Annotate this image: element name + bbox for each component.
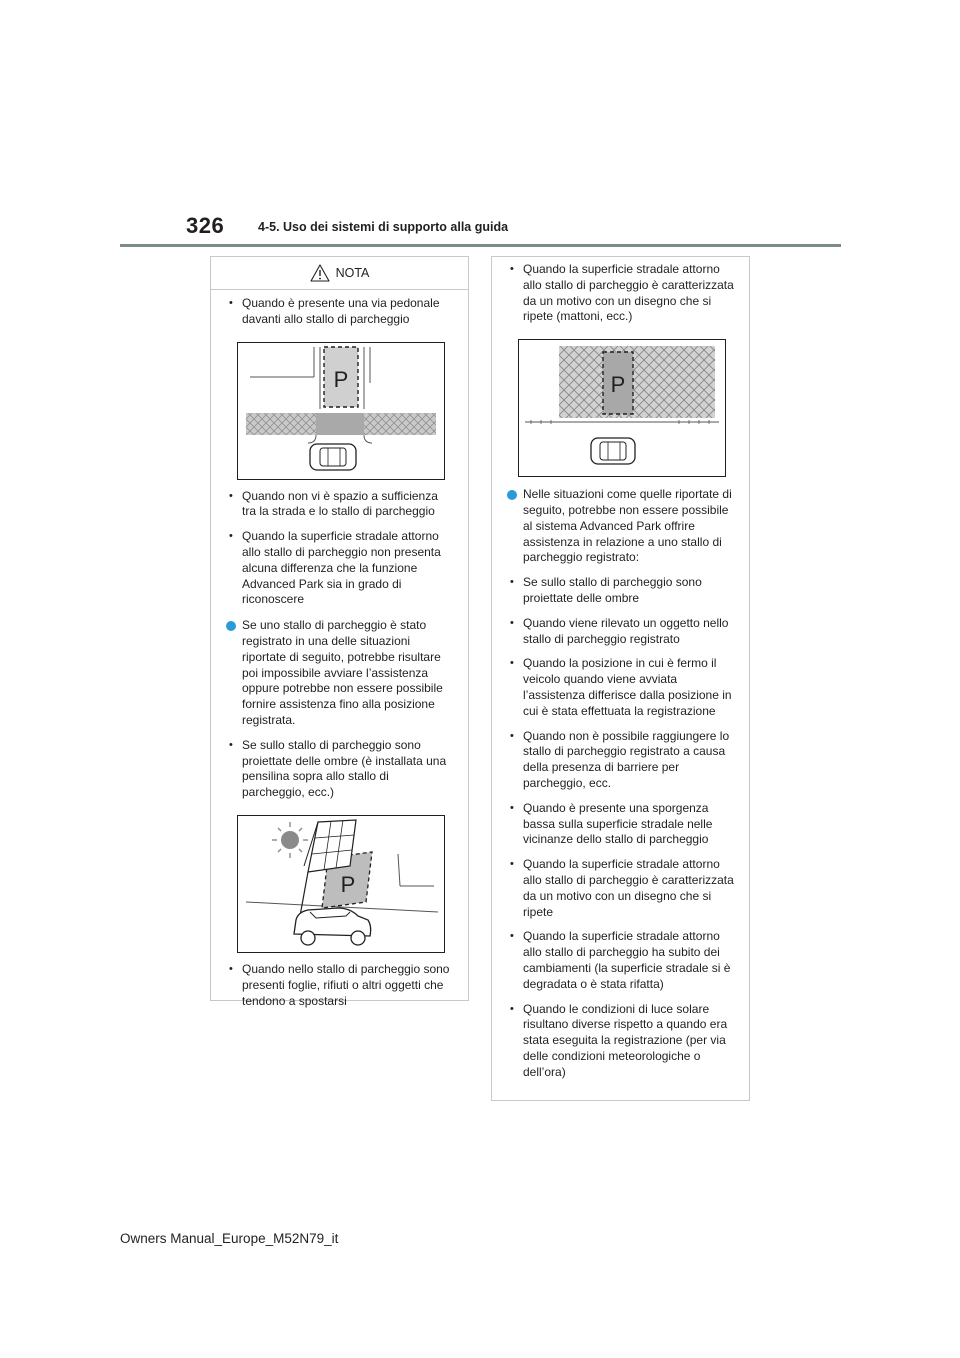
list-item: • Quando la superficie stradale attorno allo stallo di parcheggio ha subito dei cambiamenti (la superficie stradale si è degradata o è stata rifatta) [506, 929, 735, 992]
svg-text:P: P [610, 372, 626, 398]
list-item-text: Se uno stallo di parcheggio è stato registrato in una delle situazioni riportate di seguito, potrebbe risultare poi impossibile avviare l’assistenza oppure potrebbe non essere possibile fornire assistenza fino alla posizione registrata. [242, 618, 443, 727]
car-icon [310, 444, 356, 470]
footer-text: Owners Manual_Europe_M52N79_it [120, 1231, 339, 1246]
svg-text:P: P [340, 871, 356, 897]
header-rule [120, 244, 841, 247]
list-item: • Quando viene rilevato un oggetto nello stallo di parcheggio registrato [506, 616, 735, 648]
list-item: • Quando nello stallo di parcheggio sono presenti foglie, rifiuti o altri oggetti che tendono a spostarsi [225, 962, 454, 1009]
list-item: • Quando le condizioni di luce solare risultano diverse rispetto a quando era stata eseguita la registrazione (per via delle condizioni meteorologiche o dell’ora) [506, 1002, 735, 1081]
list-item-text: Nelle situazioni come quelle riportate di seguito, potrebbe non essere possibile al sistema Advanced Park offrire assistenza in relazione a uno stallo di parcheggio registrato: [523, 487, 732, 565]
figure-shadow-canopy [237, 815, 445, 953]
list-item: • Quando non è possibile raggiungere lo stallo di parcheggio registrato a causa della presenza di barriere per parcheggio, ecc. [506, 729, 735, 792]
list-item-highlight [506, 487, 735, 566]
car-icon [591, 438, 635, 464]
figure-brick-pattern [518, 339, 726, 477]
list-item-highlight [225, 618, 454, 729]
continuation-box [491, 256, 750, 1101]
car-icon [294, 908, 371, 945]
parking-p-label: P [333, 366, 349, 392]
sun-icon [272, 822, 308, 858]
list-item: • Quando è presente una via pedonale davanti allo stallo di parcheggio [225, 296, 454, 328]
list-item: • Quando non vi è spazio a sufficienza tra la strada e lo stallo di parcheggio [225, 489, 454, 521]
warning-triangle-icon [310, 264, 330, 282]
list-item: • Quando la superficie stradale attorno allo stallo di parcheggio è caratterizzata da un motivo con un disegno che si ripete [506, 857, 735, 920]
list-item: • Quando la superficie stradale attorno allo stallo di parcheggio è caratterizzata da un motivo con un disegno che si ripete (mattoni, ecc.) [506, 262, 735, 325]
page-number: 326 [186, 213, 225, 238]
list-item: • Se sullo stallo di parcheggio sono proiettate delle ombre (è installata una pensilina sopra allo stallo di parcheggio, ecc.) [225, 738, 454, 801]
section-title: 4-5. Uso dei sistemi di supporto alla guida [258, 220, 509, 234]
list-item: • Quando la posizione in cui è fermo il veicolo quando viene avviata l’assistenza differisce dalla posizione in cui è stata effettuata la registrazione [506, 656, 735, 719]
blue-dot-icon [507, 490, 517, 500]
note-header [211, 257, 468, 290]
list-item: • Quando la superficie stradale attorno allo stallo di parcheggio non presenta alcuna differenza che la funzione Advanced Park sia in grado di riconoscere [225, 529, 454, 608]
note-box [210, 256, 469, 1008]
list-item: • Se sullo stallo di parcheggio sono proiettate delle ombre [506, 575, 735, 607]
blue-dot-icon [226, 621, 236, 631]
list-item: • Quando è presente una sporgenza bassa sulla superficie stradale nelle vicinanze dello stallo di parcheggio [506, 801, 735, 848]
figure-crosswalk [237, 342, 445, 480]
note-heading: NOTA [335, 266, 370, 280]
